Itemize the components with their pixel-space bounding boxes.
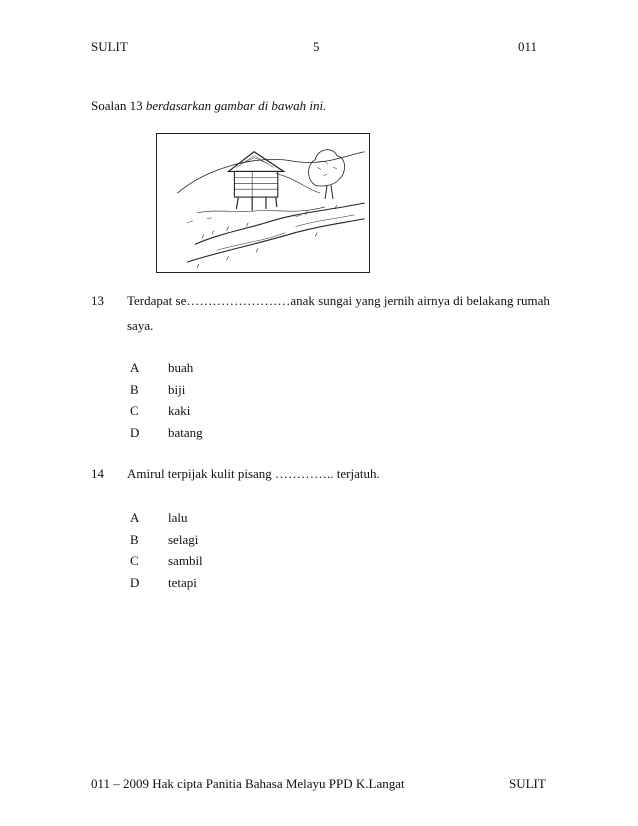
page-number: 5 xyxy=(313,39,320,54)
q14-option-c-text: sambil xyxy=(168,553,203,568)
q13-option-b-letter: B xyxy=(130,382,139,397)
intro-italic: berdasarkan gambar di bawah ini. xyxy=(145,98,327,113)
question-13-number: 13 xyxy=(91,293,104,308)
q13-option-c-letter: C xyxy=(130,403,139,418)
intro-prefix: Soalan 13 xyxy=(91,98,146,113)
q14-option-a-letter: A xyxy=(130,510,140,525)
q14-option-d-letter: D xyxy=(130,575,140,590)
question-14-number: 14 xyxy=(91,466,104,481)
footer-copyright: 011 – 2009 Hak cipta Panitia Bahasa Melayu PPD K.Langat xyxy=(91,776,405,791)
q13-option-a-text: buah xyxy=(168,360,194,375)
q13-option-c-text: kaki xyxy=(168,403,191,418)
hut-on-stilts-by-stream-illustration xyxy=(157,134,369,272)
question-illustration xyxy=(156,133,370,273)
header-sulit-label: SULIT xyxy=(91,39,128,54)
q13-option-a-letter: A xyxy=(130,360,140,375)
question-14-text: Amirul terpijak kulit pisang ………….. terjatuh. xyxy=(127,466,380,481)
paper-code: 011 xyxy=(518,39,538,54)
q13-option-d-text: batang xyxy=(168,425,203,440)
q14-option-c-letter: C xyxy=(130,553,139,568)
q14-option-b-text: selagi xyxy=(168,532,199,547)
question-13-text-continued: saya. xyxy=(127,318,154,333)
q14-option-a-text: lalu xyxy=(168,510,188,525)
footer-sulit-label: SULIT xyxy=(509,776,546,791)
question-intro xyxy=(91,98,326,114)
q13-option-d-letter: D xyxy=(130,425,140,440)
q13-option-b-text: biji xyxy=(168,382,186,397)
q14-option-b-letter: B xyxy=(130,532,139,547)
question-13-text: Terdapat se……………………anak sungai yang jernih airnya di belakang rumah xyxy=(127,293,550,308)
q14-option-d-text: tetapi xyxy=(168,575,197,590)
